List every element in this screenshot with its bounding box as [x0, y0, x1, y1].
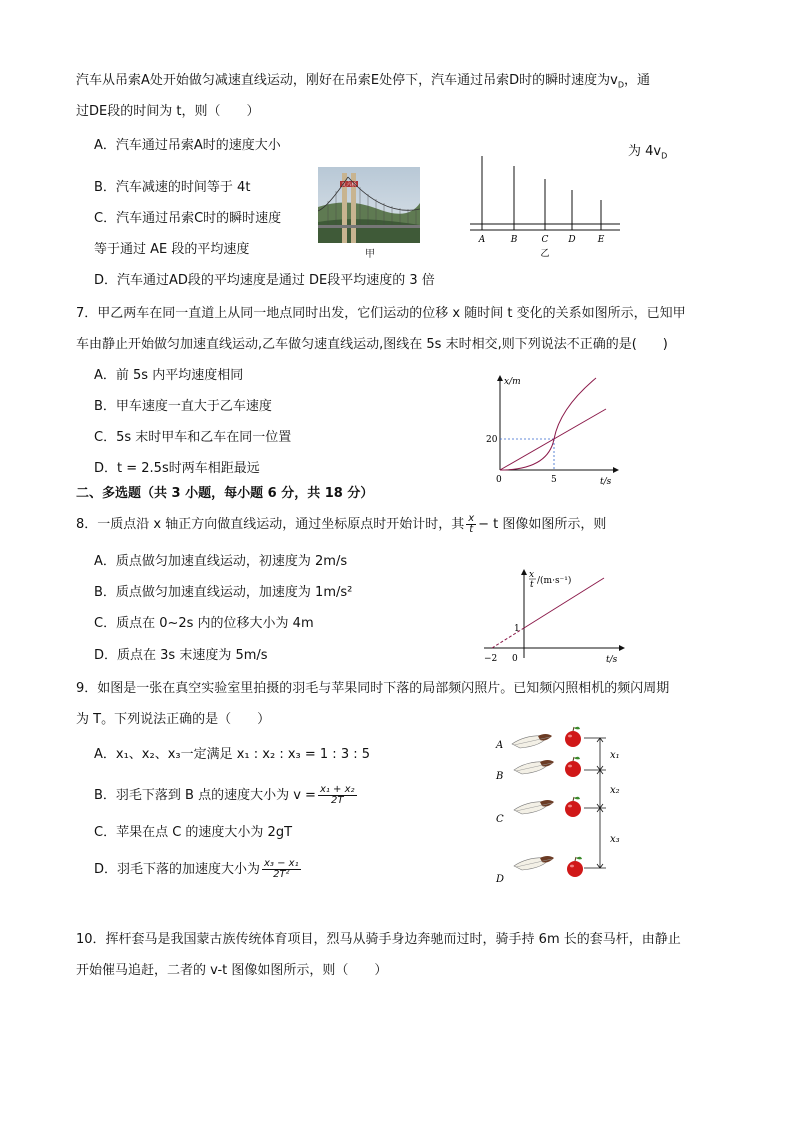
- feather-b: [514, 760, 554, 774]
- q8-ylabel-unit: /(m·s⁻¹): [537, 576, 572, 586]
- q10-stem-line1: 10．挥杆套马是我国蒙古族传统体育项目，烈马从骑手身边奔驰而过时，骑手持 6m 长的套马杆，由静止: [76, 932, 681, 947]
- q9-label-c: C: [496, 814, 504, 825]
- q7-stem-line2: 车由静止开始做匀加速直线运动,乙车做匀速直线运动,图线在 5s 末时相交,则下列说法不正确的是( ): [76, 337, 668, 352]
- q9-option-d: D．羽毛下落的加速度大小为 $\frac{\text{x₃ − x₁}}{\text{2T²}}$: [94, 858, 299, 880]
- q8-option-c: C．质点在 0~2s 内的位移大小为 4m: [94, 616, 314, 631]
- q8-option-a: A．质点做匀加速直线运动，初速度为 2m/s: [94, 554, 348, 569]
- q7-origin: 0: [496, 475, 502, 485]
- q7-option-a: A．前 5s 内平均速度相同: [94, 368, 244, 383]
- bridge-sign: 瓦六桥: [341, 182, 357, 188]
- q9-seg-x2: x₂: [610, 785, 620, 796]
- q7-option-d: D．t = 2.5s时两车相距最远: [94, 461, 260, 476]
- q6-intro-line1: 汽车从吊索A处开始做匀减速直线运动，刚好在吊索E处停下，汽车通过吊索D时的瞬时速度为$v_D$，通: [76, 73, 650, 90]
- apple-c: [565, 797, 581, 817]
- q6-option-c-line2: 等于通过 AE 段的平均速度: [94, 242, 250, 257]
- q6-option-a: A．汽车通过吊索A时的速度大小: [94, 138, 281, 153]
- feather-a: [512, 734, 552, 748]
- q9-label-b: B: [496, 771, 504, 782]
- q9-label-d: D: [496, 874, 505, 885]
- q8-option-b: B．质点做匀加速直线运动，加速度为 1m/s²: [94, 585, 353, 600]
- cable-label-e: E: [597, 235, 605, 245]
- q8-xlabel: t/s: [606, 655, 618, 665]
- q7-xlabel: t/s: [600, 477, 612, 487]
- q8-ylabel-num: x: [529, 570, 535, 580]
- figure-label-yi: 乙: [540, 249, 550, 259]
- q7-tick-5: 5: [551, 475, 557, 485]
- q7-ylabel: x/m: [504, 377, 521, 387]
- q7-line-yi: [500, 409, 606, 470]
- apple-b: [565, 757, 581, 777]
- q8-fraction-x-over-t: $\frac{x}{t}$: [468, 513, 475, 535]
- q9-label-a: A: [496, 740, 504, 751]
- q7-curve-jia: [500, 378, 596, 470]
- q6-intro-line2: 过DE段的时间为 t，则（ ）: [76, 104, 260, 119]
- q7-option-b: B．甲车速度一直大于乙车速度: [94, 399, 272, 414]
- q9-option-d-fraction: $\frac{\text{x₃ − x₁}}{\text{2T²}}$: [264, 858, 299, 880]
- bridge-photo: [318, 167, 420, 243]
- cable-diagram: [466, 150, 622, 262]
- q8-tick-1: 1: [514, 624, 520, 634]
- apple-a: [565, 727, 581, 747]
- q8-stem: 8．一质点沿 x 轴正方向做直线运动，通过坐标原点时开始计时，其 $\frac{x}{t}$ − t 图像如图所示，则: [76, 513, 607, 535]
- q9-option-b-fraction: $\frac{\text{x₁ + x₂}}{2T}$: [319, 784, 355, 806]
- cable-label-a: A: [478, 235, 486, 245]
- feather-d: [514, 856, 554, 870]
- cable-label-b: B: [510, 235, 518, 245]
- q9-seg-x1: x₁: [610, 750, 620, 761]
- q9-stem-line2: 为 T。下列说法正确的是（ ）: [76, 712, 271, 727]
- q6-option-d: D．汽车通过AD段的平均速度是通过 DE段平均速度的 3 倍: [94, 273, 435, 288]
- q8-tick-neg2: −2: [484, 654, 498, 664]
- q10-stem-line2: 开始催马追赶，二者的 v-t 图像如图所示，则（ ）: [76, 963, 388, 978]
- q9-stem-line1: 9．如图是一张在真空实验室里拍摄的羽毛与苹果同时下落的局部频闪照片。已知频闪照相机的频闪周期: [76, 681, 670, 696]
- q9-option-a: A．x₁、x₂、x₃一定满足 x₁ : x₂ : x₃ = 1 : 3 : 5: [94, 747, 371, 762]
- q6-option-c-line1: C．汽车通过吊索C时的瞬时速度: [94, 211, 282, 226]
- q8-graph: [478, 564, 628, 670]
- q9-seg-x3: x₃: [610, 834, 620, 845]
- q8-origin: 0: [512, 654, 518, 664]
- q6-option-b: B．汽车减速的时间等于 4t: [94, 180, 251, 195]
- apple-d: [567, 857, 583, 877]
- q8-ylabel-den: t: [530, 580, 534, 590]
- q9-option-c: C．苹果在点 C 的速度大小为 2gT: [94, 825, 293, 840]
- cable-label-c: C: [541, 235, 549, 245]
- q7-stem-line1: 7．甲乙两车在同一直道上从同一地点同时出发，它们运动的位移 x 随时间 t 变化的关系如图所示，已知甲: [76, 306, 686, 321]
- section-heading-multichoice: 二、多选题（共 3 小题，每小题 6 分，共 18 分）: [76, 486, 374, 501]
- figure-label-jia: 甲: [365, 249, 375, 260]
- q7-tick-20: 20: [486, 435, 498, 445]
- cable-label-d: D: [568, 235, 576, 245]
- q9-option-b: B．羽毛下落到 B 点的速度大小为 v = $\frac{\text{x₁ + x₂}}{2T}$: [94, 784, 355, 806]
- feather-c: [514, 800, 554, 814]
- q8-option-d: D．质点在 3s 末速度为 5m/s: [94, 648, 268, 663]
- q6-option-a-tail: 为 $4v_D$: [628, 144, 668, 161]
- q9-strobe-figure: [490, 726, 640, 888]
- q7-xt-graph: [478, 370, 628, 488]
- q7-option-c: C．5s 末时甲车和乙车在同一位置: [94, 430, 292, 445]
